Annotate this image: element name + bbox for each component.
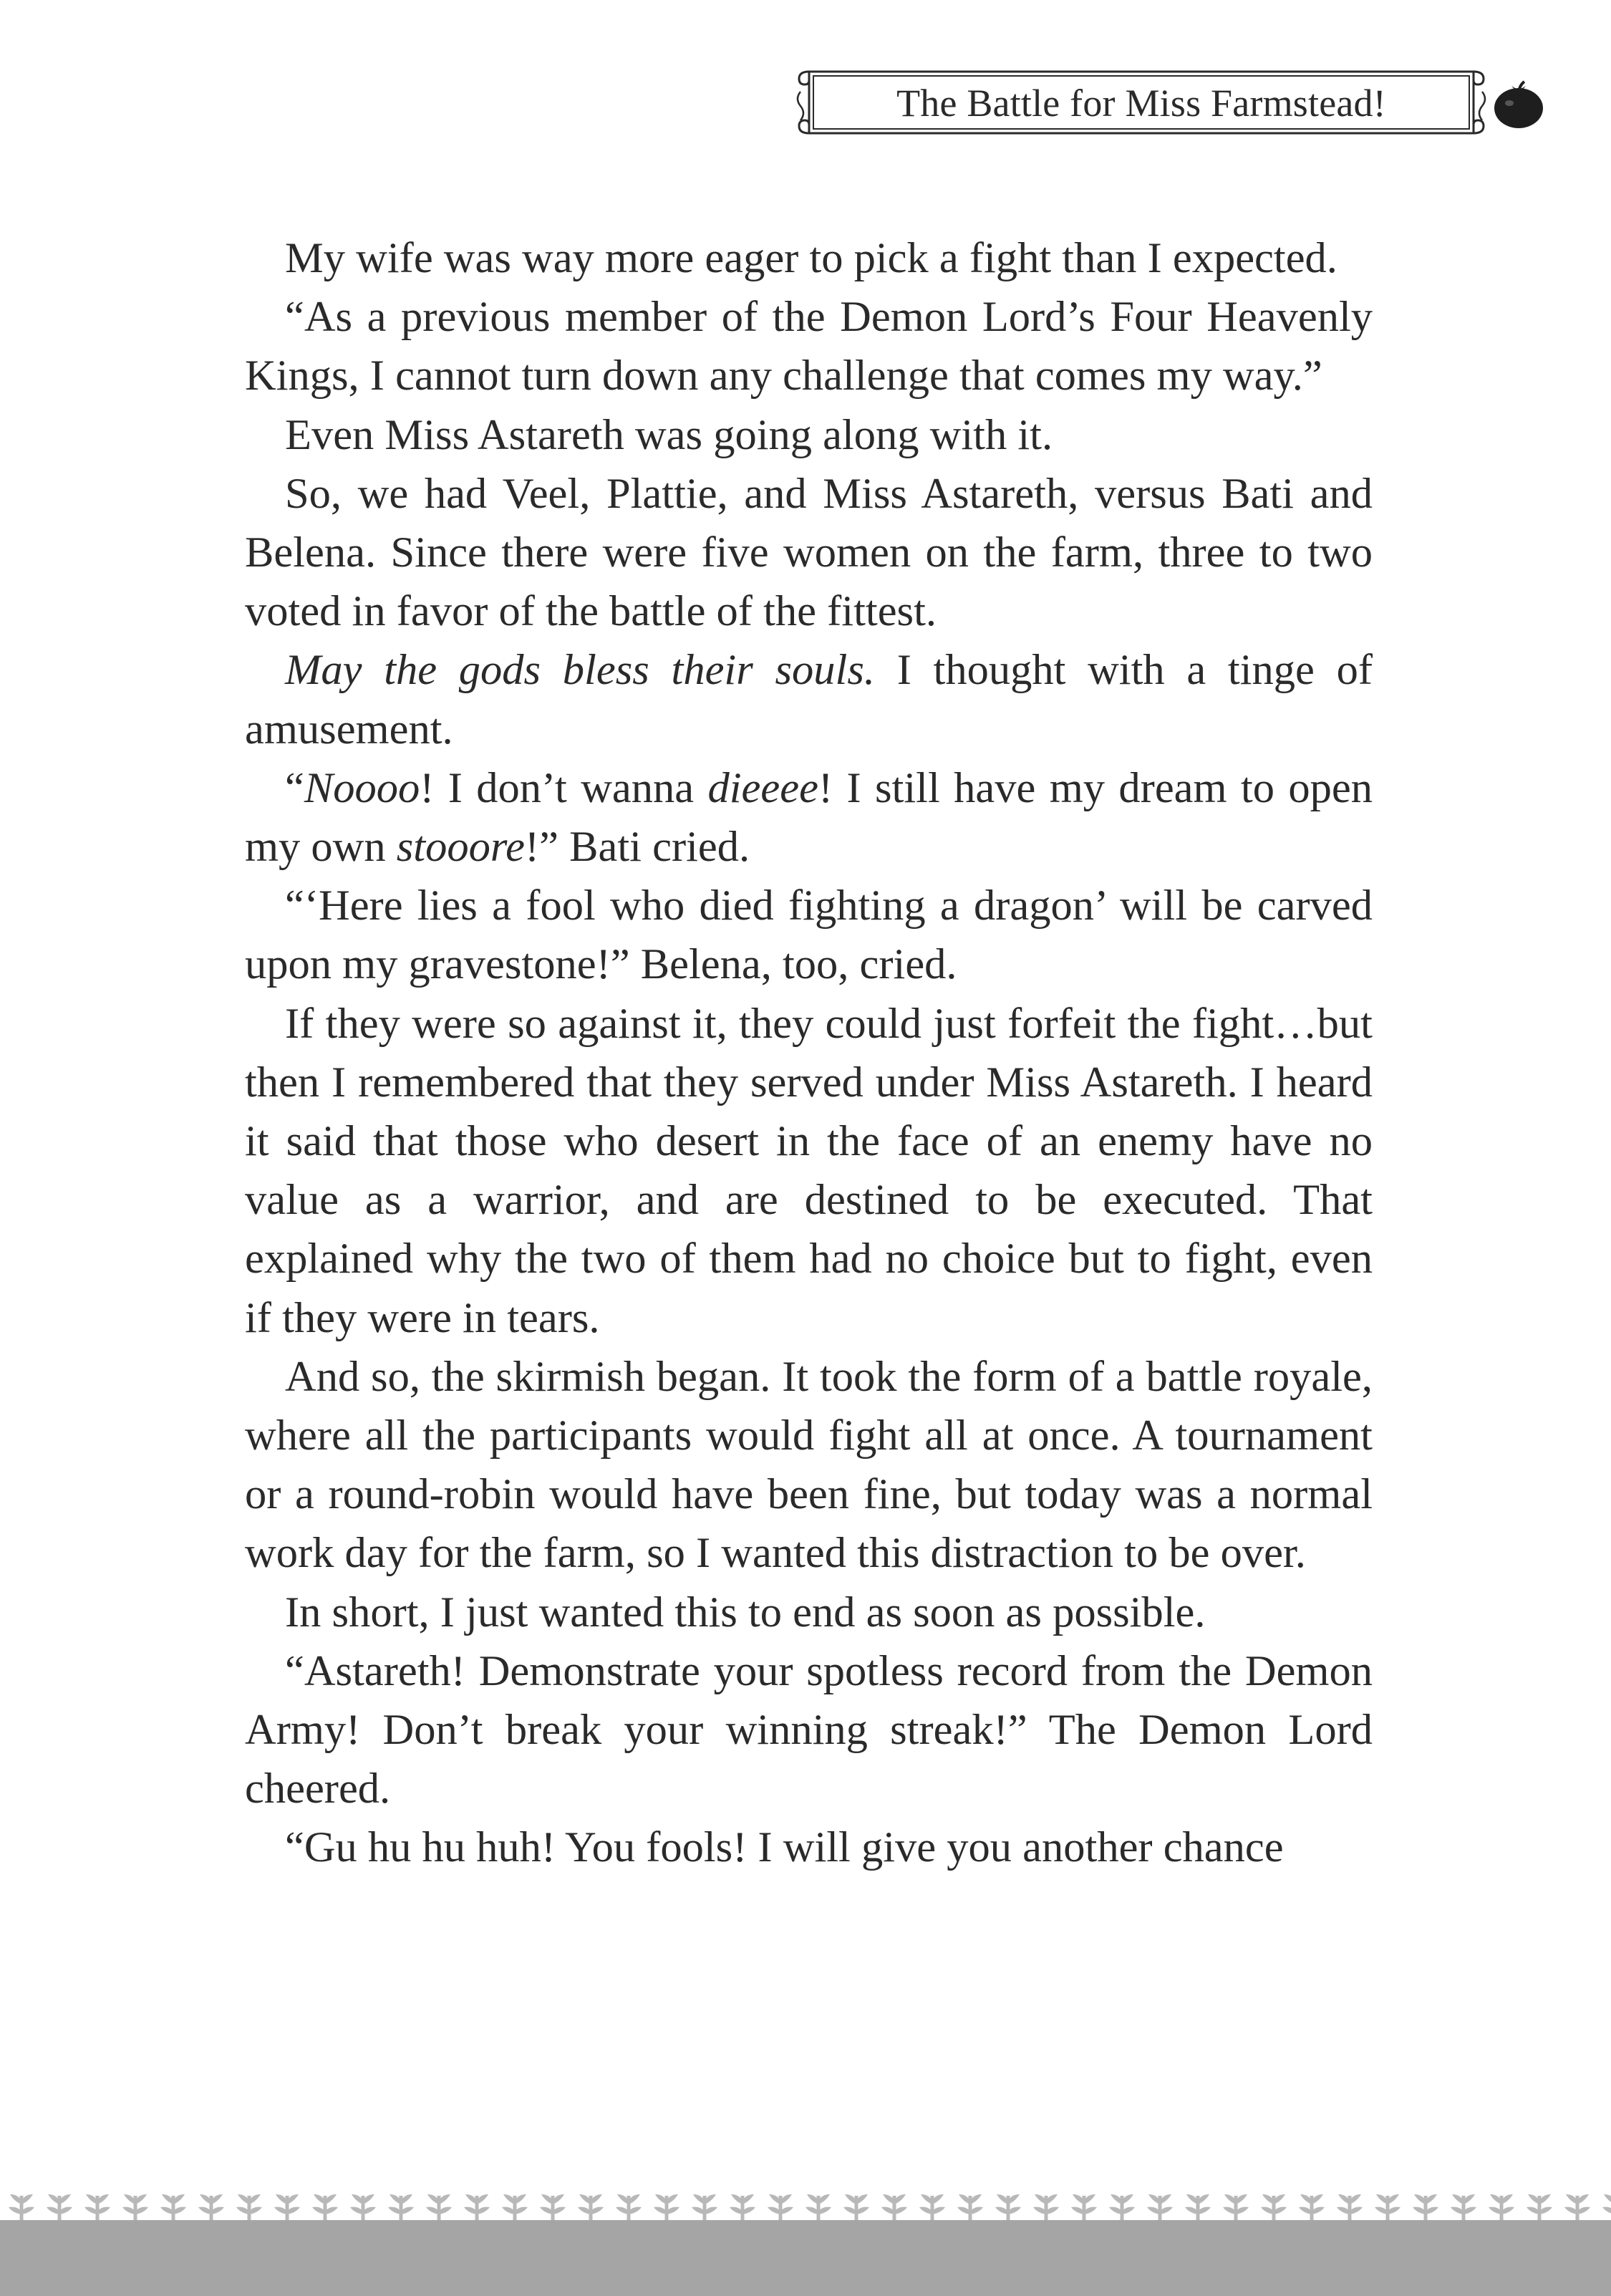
sprout-icon xyxy=(160,2194,186,2222)
sprout-icon xyxy=(1489,2194,1514,2222)
sprout-icon xyxy=(692,2194,717,2222)
text-run: “As a previous member of the Demon Lord’s Four Heavenly Kings, I cannot turn down any challenge that comes my way.” xyxy=(245,293,1373,400)
sprout-icon xyxy=(1109,2194,1135,2222)
sprout-icon xyxy=(9,2194,34,2222)
text-run: So, we had Veel, Plattie, and Miss Astareth, versus Bati and Belena. Since there were five women on the farm, three to two voted in favor of the battle of the fittest. xyxy=(245,469,1373,636)
text-run: And so, the skirmish began. It took the form of a battle royale, where all the participants would fight all at once. A tournament or a round-robin would have been fine, but today was a normal work day for the farm, so I wanted this distraction to be over. xyxy=(245,1352,1373,1578)
sprout-icon xyxy=(84,2194,110,2222)
paragraph xyxy=(245,877,1373,994)
sprout-icon xyxy=(1033,2194,1059,2222)
sprout-icon xyxy=(881,2194,907,2222)
sprout-icon xyxy=(236,2194,262,2222)
sprout-icon xyxy=(1223,2194,1249,2222)
paragraph xyxy=(245,759,1373,877)
sprout-icon xyxy=(578,2194,604,2222)
italic-run: dieeee xyxy=(707,763,818,812)
body-text xyxy=(245,229,1373,1878)
sprout-icon xyxy=(1375,2194,1400,2222)
paragraph xyxy=(245,641,1373,758)
text-run: “Astareth! Demonstrate your spotless record from the Demon Army! Don’t break your winning streak!” The Demon Lord cheered. xyxy=(245,1646,1373,1813)
text-run: “Gu hu hu huh! You fools! I will give you another chance xyxy=(285,1823,1284,1872)
text-run: “ xyxy=(285,763,304,812)
paragraph xyxy=(245,465,1373,642)
sprout-icon xyxy=(1337,2194,1363,2222)
paragraph xyxy=(245,1642,1373,1819)
paragraph xyxy=(245,1583,1373,1642)
sprout-icon xyxy=(995,2194,1021,2222)
italic-run: stooore xyxy=(396,823,526,872)
tomato-icon xyxy=(1491,76,1547,132)
italic-run: May the gods bless their souls. xyxy=(285,646,875,695)
text-run: In short, I just wanted this to end as soon as possible. xyxy=(285,1588,1206,1636)
sprout-icon xyxy=(312,2194,338,2222)
sprout-icon xyxy=(1147,2194,1173,2222)
text-run: “‘Here lies a fool who died fighting a dragon’ will be carved upon my gravestone!” Belena, too, cried. xyxy=(245,882,1373,989)
footer-band xyxy=(0,2220,1611,2296)
sprout-icon xyxy=(274,2194,300,2222)
sprout-icon xyxy=(198,2194,224,2222)
sprout-icon xyxy=(806,2194,831,2222)
text-run: If they were so against it, they could just forfeit the fight…but then I remembered that they served under Miss Astareth. I heard it said that those who desert in the face of an enemy have no value as a warrior, and are destined to be executed. That explained why the two of them had no choice but to fight, even if they were in tears. xyxy=(245,999,1373,1342)
sprout-icon xyxy=(919,2194,945,2222)
sprout-icon xyxy=(1299,2194,1325,2222)
sprout-icon xyxy=(1071,2194,1097,2222)
sprout-icon xyxy=(768,2194,793,2222)
text-run: My wife was way more eager to pick a fight than I expected. xyxy=(285,234,1337,282)
text-run: ! I still have my dream to open my own xyxy=(245,763,1373,872)
text-run: !” Bati cried. xyxy=(525,823,750,872)
paragraph xyxy=(245,406,1373,465)
sprout-icon xyxy=(122,2194,148,2222)
text-run: Even Miss Astareth was going along with it. xyxy=(285,410,1053,459)
sprout-icon xyxy=(957,2194,983,2222)
sprout-icon xyxy=(1185,2194,1211,2222)
sprout-icon xyxy=(388,2194,414,2222)
sprout-icon xyxy=(1413,2194,1438,2222)
paragraph xyxy=(245,1818,1373,1877)
sprout-icon xyxy=(1451,2194,1476,2222)
paragraph xyxy=(245,995,1373,1348)
sprout-icon xyxy=(426,2194,452,2222)
sprout-icon xyxy=(1261,2194,1287,2222)
paragraph xyxy=(245,1348,1373,1583)
running-header xyxy=(790,63,1492,142)
paragraph xyxy=(245,229,1373,288)
text-run: I thought with a tinge of amusement. xyxy=(245,646,1373,753)
sprout-icon xyxy=(47,2194,72,2222)
sprout-icon xyxy=(540,2194,566,2222)
italic-run: Noooo xyxy=(304,763,420,812)
sprout-icon xyxy=(1564,2194,1590,2222)
sprout-icon xyxy=(464,2194,490,2222)
sprout-icon xyxy=(654,2194,679,2222)
header-title: The Battle for Miss Farmstead! xyxy=(896,82,1386,125)
text-run: ! I don’t wanna xyxy=(420,763,708,812)
sprout-icon xyxy=(502,2194,528,2222)
sprout-icon xyxy=(730,2194,755,2222)
sprout-icon xyxy=(843,2194,869,2222)
sprout-border xyxy=(0,2183,1611,2223)
paragraph xyxy=(245,288,1373,405)
sprout-icon xyxy=(350,2194,376,2222)
sprout-icon xyxy=(616,2194,642,2222)
sprout-icon xyxy=(1527,2194,1552,2222)
sprout-icon xyxy=(1602,2194,1611,2222)
